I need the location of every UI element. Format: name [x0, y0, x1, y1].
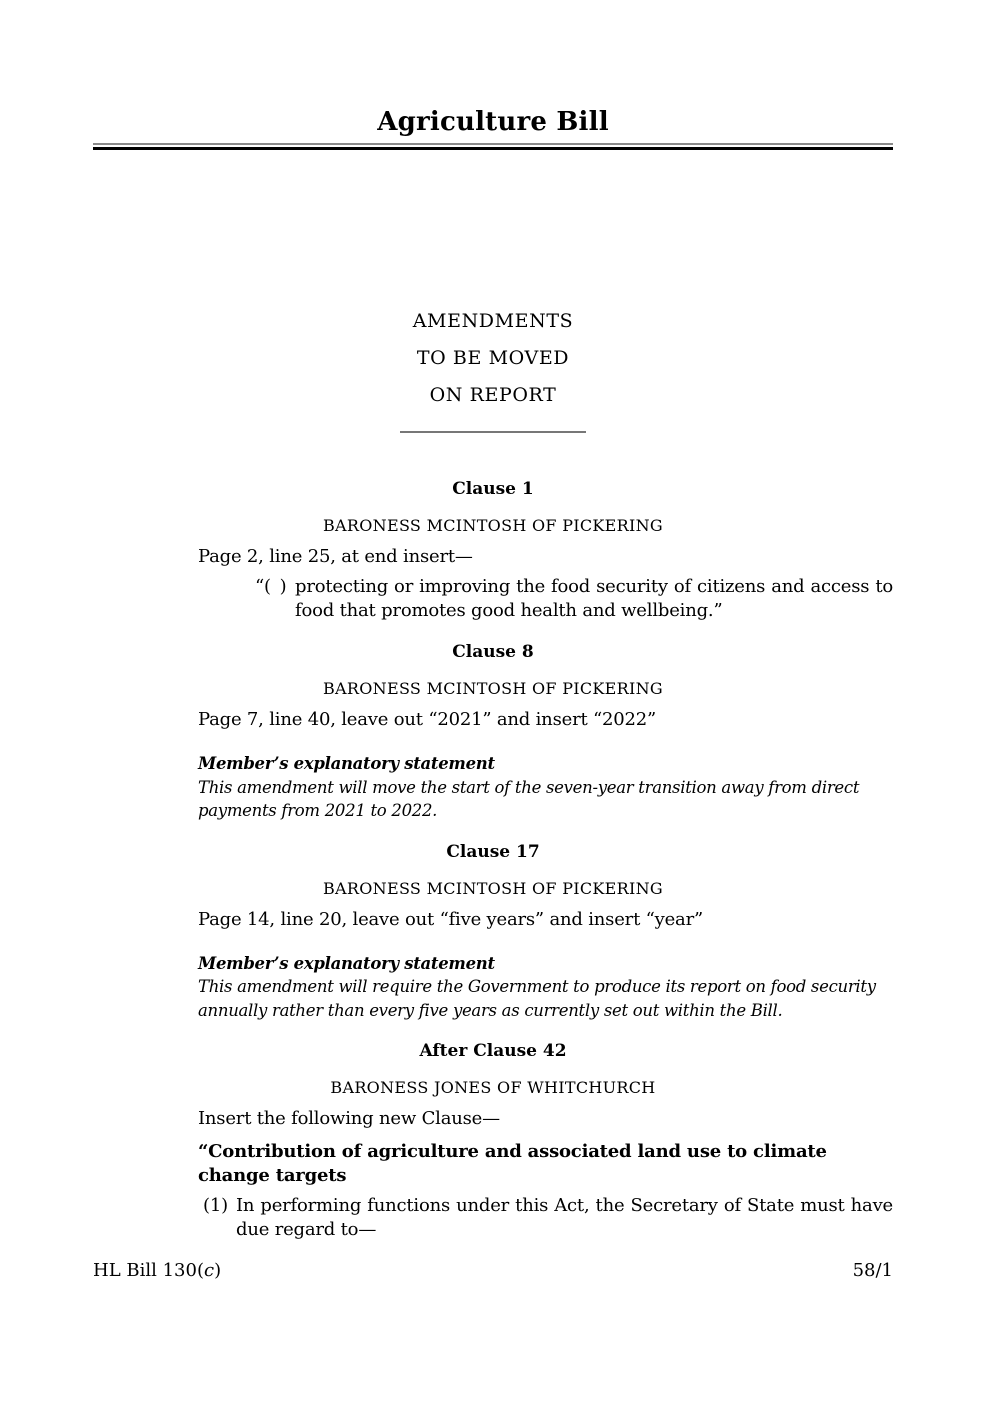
- sponsor-name: BARONESS MCINTOSH OF PICKERING: [322, 679, 664, 698]
- bill-reference-suffix: ): [214, 1260, 222, 1281]
- explanatory-statement-text: This amendment will require the Government to produce its report on food security annually rather than every five years as currently set out within the Bill.: [198, 977, 876, 1020]
- sponsor-name: BARONESS MCINTOSH OF PICKERING: [322, 516, 664, 535]
- sponsor-name: BARONESS JONES OF WHITCHURCH: [330, 1078, 656, 1097]
- bill-title: Agriculture Bill: [377, 107, 609, 137]
- explanatory-statement-heading: Member’s explanatory statement: [198, 754, 495, 773]
- quote-marker: “( ): [255, 576, 287, 597]
- amendment-section-after-clause-42: [93, 1040, 893, 1242]
- amendment-section-clause-1: [93, 478, 893, 623]
- clause-heading: Clause 1: [452, 479, 534, 499]
- quote-text: protecting or improving the food security of citizens and access to food that promotes good health and wellbeing.”: [295, 576, 893, 621]
- amendment-instruction: Page 14, line 20, leave out “five years” and insert “year”: [198, 908, 703, 930]
- amendment-section-clause-17: [93, 841, 893, 1023]
- text-measure: [93, 0, 893, 1242]
- clause-heading: Clause 8: [452, 642, 534, 662]
- clause-heading: Clause 17: [446, 841, 540, 862]
- bill-reference-italic: c: [203, 1260, 215, 1281]
- amendment-instruction: Page 2, line 25, at end insert—: [198, 546, 473, 567]
- explanatory-statement: [198, 952, 890, 1023]
- separator-rule: [400, 431, 586, 433]
- explanatory-statement-text: This amendment will move the start of the seven-year transition away from direct payments from 2021 to 2022.: [198, 777, 860, 820]
- doc-heading-line-to-be-moved: TO BE MOVED: [416, 347, 570, 369]
- explanatory-statement: [198, 752, 890, 823]
- subsection-number: (1): [203, 1195, 228, 1216]
- quoted-insertion: [255, 575, 893, 623]
- new-clause-title-text: Contribution of agriculture and associated land use to climate change targets: [198, 1141, 827, 1186]
- clause-heading: After Clause 42: [419, 1041, 567, 1061]
- bill-reference-prefix: HL Bill 130(: [93, 1260, 204, 1281]
- doc-heading-line-on-report: ON REPORT: [429, 384, 557, 406]
- sponsor-name: BARONESS MCINTOSH OF PICKERING: [322, 878, 664, 898]
- bill-reference: [93, 1259, 221, 1283]
- new-clause-subsection: [203, 1194, 893, 1242]
- page-footer: [93, 1259, 893, 1283]
- amendment-section-clause-8: [93, 641, 893, 823]
- amendment-instruction: Insert the following new Clause—: [198, 1108, 500, 1129]
- doc-heading: [93, 303, 893, 414]
- title-rule: [93, 143, 893, 150]
- subsection-text: In performing functions under this Act, the Secretary of State must have due regard to—: [236, 1195, 893, 1240]
- explanatory-statement-heading: Member’s explanatory statement: [198, 953, 495, 973]
- amendment-number: 58/1: [852, 1260, 893, 1281]
- amendment-instruction: Page 7, line 40, leave out “2021” and insert “2022”: [198, 709, 657, 730]
- new-clause-open-quote: “: [198, 1141, 209, 1162]
- doc-heading-line-amendments: AMENDMENTS: [412, 310, 574, 332]
- new-clause-title: [198, 1140, 893, 1188]
